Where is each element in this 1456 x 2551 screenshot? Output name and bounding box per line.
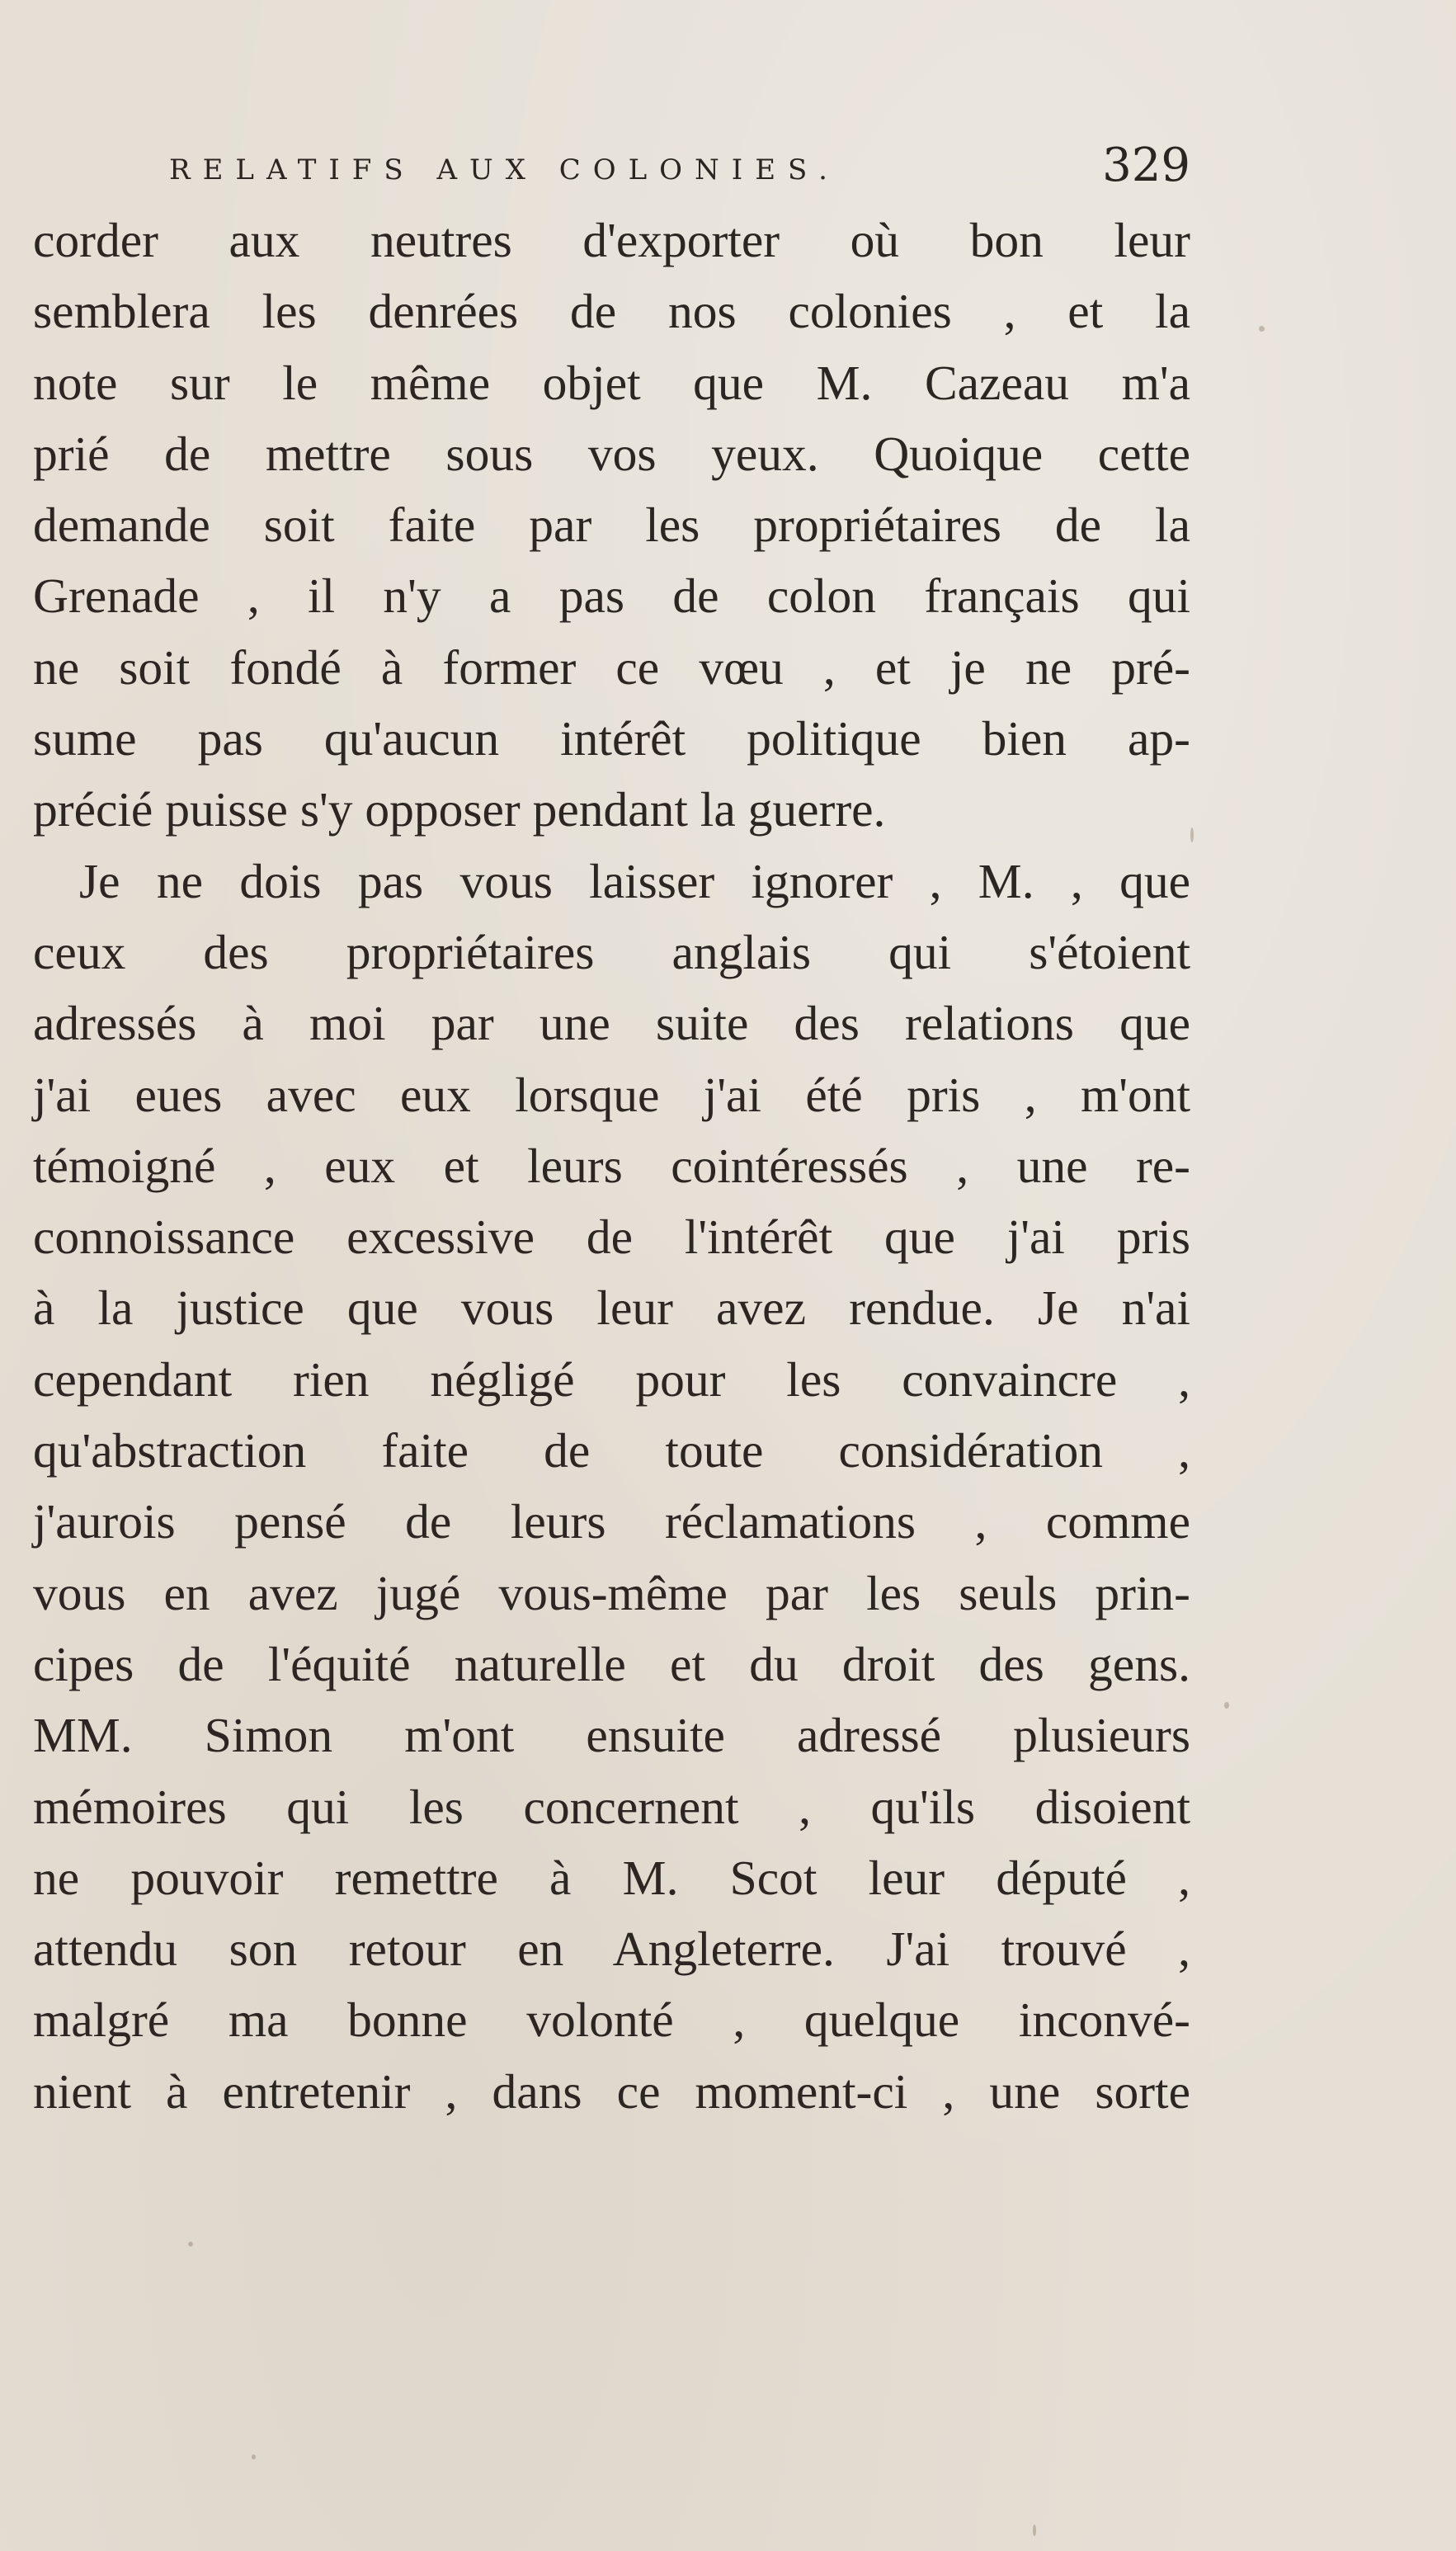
text-line: qu'abstraction faite de toute considération , [33,1423,1190,1478]
text-line: connoissance excessive de l'intérêt que j'ai pris [33,1209,1190,1265]
text-line: j'ai eues avec eux lorsque j'ai été pris , m'ont [33,1067,1190,1122]
running-head: RELATIFS AUX COLONIES. [169,153,840,186]
text-line: ne soit fondé à former ce vœu , et je ne pré- [33,639,1190,695]
paper-spot [1033,2525,1036,2536]
page-header [169,139,1190,205]
paper-spot [188,2242,193,2247]
text-line: attendu son retour en Angleterre. J'ai trouvé , [33,1922,1190,1977]
text-line: corder aux neutres d'exporter où bon leur [33,213,1190,267]
text-line: j'aurois pensé de leurs réclamations , comme [33,1494,1190,1549]
body-text [33,205,1190,2127]
text-line: prié de mettre sous vos yeux. Quoique cette [33,426,1190,481]
text-line: cipes de l'équité naturelle et du droit des gens. [33,1636,1190,1691]
text-line: vous en avez jugé vous-même par les seuls prin- [33,1565,1190,1620]
text-line: nient à entretenir , dans ce moment-ci , une sorte [33,2063,1190,2119]
text-line: cependant rien négligé pour les convaincre , [33,1351,1190,1407]
paper-spot [1259,326,1265,332]
text-line: Grenade , il n'y a pas de colon français qui [33,568,1190,624]
text-line: semblera les denrées de nos colonies , et la [33,284,1190,339]
text-line: demande soit faite par les propriétaires de la [33,497,1190,553]
text-line: témoigné , eux et leurs cointéressés , une re- [33,1138,1190,1193]
text-line: note sur le même objet que M. Cazeau m'a [33,355,1190,410]
text-line: ne pouvoir remettre à M. Scot leur député , [33,1850,1190,1905]
text-line: précié puisse s'y opposer pendant la guerre. [33,782,886,837]
text-line: ceux des propriétaires anglais qui s'étoient [33,924,1190,979]
text-line: sume pas qu'aucun intérêt politique bien ap- [33,711,1190,766]
text-line: MM. Simon m'ont ensuite adressé plusieurs [33,1708,1190,1763]
text-line: malgré ma bonne volonté , quelque inconvé- [33,1992,1190,2048]
text-line: mémoires qui les concernent , qu'ils disoient [33,1779,1190,1834]
paper-spot [1190,828,1194,842]
paragraph-first-line: Je ne dois pas vous laisser ignorer , M. , que [79,853,1190,908]
paper-spot [1224,1702,1229,1709]
paper-spot [252,2454,256,2459]
text-line: à la justice que vous leur avez rendue. Je n'ai [33,1280,1190,1336]
text-line: adressés à moi par une suite des relations que [33,996,1190,1051]
page-number: 329 [1102,139,1190,192]
